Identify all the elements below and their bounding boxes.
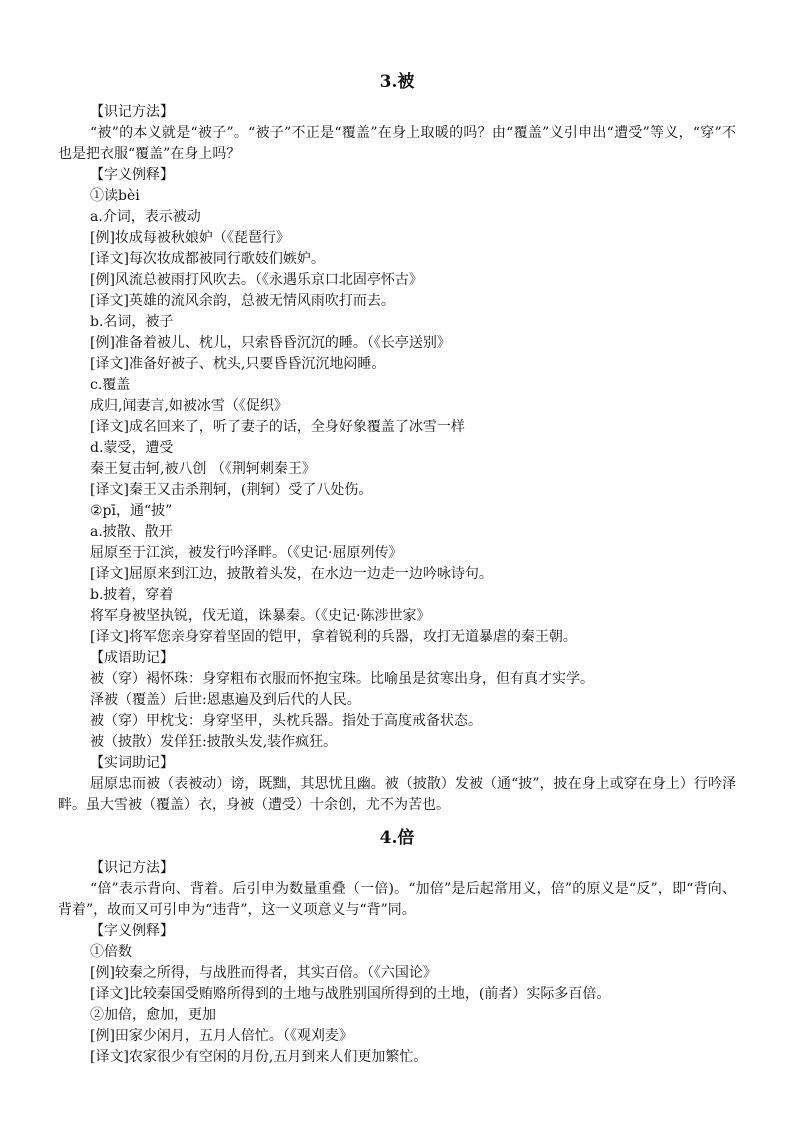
idiom-line: 被（穿）甲枕戈：身穿坚甲，头枕兵器。指处于高度戒备状态。 xyxy=(90,713,482,729)
section-head-memory-method: 【识记方法】 xyxy=(90,104,174,120)
entry-title: 4.倍 xyxy=(379,828,415,848)
section-head-memory-method: 【识记方法】 xyxy=(90,860,174,876)
text-line: [译文]成名回来了，听了妻子的话，全身好象覆盖了冰雪一样 xyxy=(90,419,465,435)
text-line: ②加倍，愈加，更加 xyxy=(90,1007,216,1023)
text-line: ①读bèi xyxy=(90,188,140,204)
text-line: 将军身被坚执锐，伐无道，诛暴秦。（《史记·陈涉世家》 xyxy=(90,608,431,624)
entry-bei xyxy=(58,70,736,816)
text-line: [译文]秦王又击杀荆轲，(荆轲）受了八处伤。 xyxy=(90,482,373,498)
text-line: b.披着，穿着 xyxy=(90,587,174,603)
content-word-text: 屈原忠而被（表被动）谤，既黜，其思忧且幽。被（披散）发被（通“披”，披在身上或穿在身上）行吟泽畔。虽大雪被（覆盖）衣，身被（遭受）十余创，尤不为苦也。 xyxy=(58,776,736,813)
text-line: 成归,闻妻言,如被冰雪（《促织》 xyxy=(90,398,288,414)
text-line: [译文]每次妆成都被同行歌妓们嫉妒。 xyxy=(90,251,325,267)
text-line: [译文]英雄的流风余韵，总被无情风雨吹打而去。 xyxy=(90,293,395,309)
text-line: [译文]准备好被子、枕头,只要昏昏沉沉地闷睡。 xyxy=(90,356,386,372)
text-line: [译文]屈原来到江边，披散着头发，在水边一边走一边吟咏诗句。 xyxy=(90,566,493,582)
text-line: a.介词，表示被动 xyxy=(90,209,201,225)
idiom-line: 被（披散）发佯狂:披散头发,装作疯狂。 xyxy=(90,734,338,750)
text-line: [例]妆成每被秋娘妒（《琵琶行》 xyxy=(90,230,290,246)
text-line: [例]田家少闲月，五月人倍忙。（《观刈麦》 xyxy=(90,1028,353,1044)
section-head-meaning: 【字义例释】 xyxy=(90,923,174,939)
text-line: [译文]农家很少有空闲的月份,五月到来人们更加繁忙。 xyxy=(90,1049,428,1065)
text-line: 秦王复击轲,被八创 （《荆轲刺秦王》 xyxy=(90,461,316,477)
text-line: [译文]比较秦国受贿赂所得到的土地与战胜别国所得到的土地，(前者）实际多百倍。 xyxy=(90,986,611,1002)
memory-method-text: “倍”表示背向、背着。后引申为数量重叠（一倍)。“加倍”是后起常用义，倍”的原义是“反”，即“背向、背着”，故而又可引申为“违背”，这一义项意义与“背”同。 xyxy=(58,881,736,918)
text-line: ②pī，通“披” xyxy=(90,503,173,519)
text-line: ①倍数 xyxy=(90,944,132,960)
text-line: [例]准备着被儿、枕儿，只索昏昏沉沉的睡。（《长亭送别》 xyxy=(90,335,451,351)
idiom-line: 被（穿）褐怀珠：身穿粗布衣服而怀抱宝珠。比喻虽是贫寒出身，但有真才实学。 xyxy=(90,671,594,687)
text-line: c.覆盖 xyxy=(90,377,131,393)
text-line: [译文]将军您亲身穿着坚固的铠甲，拿着锐利的兵器，攻打无道暴虐的秦王朝。 xyxy=(90,629,577,645)
entry-title: 3.被 xyxy=(379,72,415,92)
section-head-meaning: 【字义例释】 xyxy=(90,167,174,183)
section-head-idiom: 【成语助记】 xyxy=(90,650,174,666)
text-line: b.名词，被子 xyxy=(90,314,174,330)
text-line: [例]较秦之所得，与战胜而得者，其实百倍。（《六国论》 xyxy=(90,965,437,981)
text-line: 屈原至于江滨，被发行吟泽畔。（《史记·屈原列传》 xyxy=(90,545,403,561)
idiom-line: 泽被（覆盖）后世:恩惠遍及到后代的人民。 xyxy=(90,692,361,708)
text-line: [例]风流总被雨打风吹去。（《永遇乐京口北固亭怀古》 xyxy=(90,272,423,288)
text-line: a.披散、散开 xyxy=(90,524,173,540)
text-line: d.蒙受，遭受 xyxy=(90,440,174,456)
section-head-content-word: 【实词助记】 xyxy=(90,755,174,771)
memory-method-text: “被”的本义就是“被子”。“被子”不正是“覆盖”在身上取暖的吗？由“覆盖”义引申出“遭受”等义，“穿”不也是把衣服“覆盖”在身上吗？ xyxy=(58,125,736,162)
entry-bei4 xyxy=(58,826,736,1068)
